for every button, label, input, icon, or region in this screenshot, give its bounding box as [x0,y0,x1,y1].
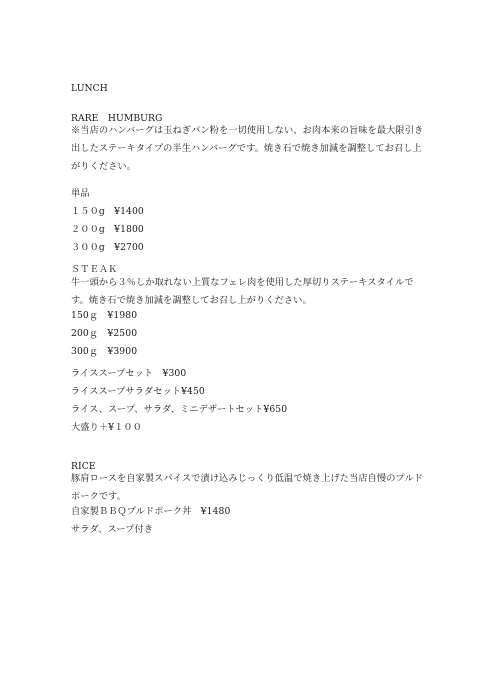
set-full: ライス、スープ、サラダ、ミニデザートセット¥650 [71,404,288,415]
hamburg-description: ※当店のハンバーグは玉ねぎパン粉を一切使用しない、お肉本来の旨味を最大限引き出したステーキタイプの半生ハンバーグです。焼き石で焼き加減を調整してお召し上がりください。 [71,125,424,172]
hamburg-item-150: １５０g ¥1400 [71,206,144,217]
set-large-portion: 大盛り＋¥１００ [71,422,142,433]
steak-title: ＳＴＥＡＫ [71,264,118,275]
lunch-heading: LUNCH [71,83,108,94]
steak-item-150: 150ｇ ¥1980 [71,310,138,321]
set-rice-soup: ライススープセット ¥300 [71,368,187,379]
rice-note: サラダ、スープ付き [71,524,154,535]
steak-description: 牛一頭から３％しか取れない上質なフェレ肉を使用した厚切りステーキスタイルです。焼き石で焼き加減を調整してお召し上がりください。 [71,277,414,306]
hamburg-item-300: ３００g ¥2700 [71,242,144,253]
steak-item-300: 300ｇ ¥3900 [71,346,138,357]
set-rice-soup-salad: ライススープサラダセット¥450 [71,386,205,397]
hamburg-single-label: 単品 [71,188,90,199]
rice-title: RICE [71,461,96,472]
hamburg-item-200: ２００g ¥1800 [71,224,144,235]
rice-item-pulled-pork: 自家製ＢＢＱプルドポーク丼 ¥1480 [71,506,231,517]
hamburg-title: RARE HUMBURG [71,113,163,124]
steak-item-200: 200ｇ ¥2500 [71,328,138,339]
rice-description: 豚肩ロースを自家製スパイスで漬け込みじっくり低温で焼き上げた当店自慢のプルドポークです。 [71,473,424,502]
